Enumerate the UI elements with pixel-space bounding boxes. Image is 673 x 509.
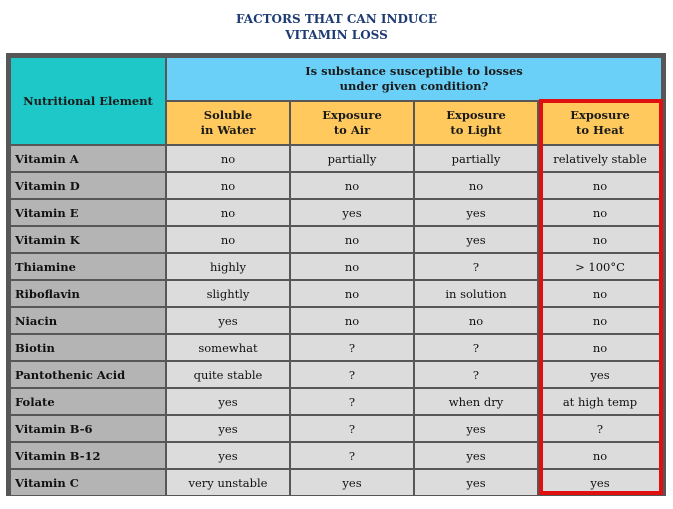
cell-heat: no — [539, 335, 661, 360]
cell-light: yes — [415, 200, 537, 225]
cell-light: yes — [415, 470, 537, 495]
row-nutrient-name: Biotin — [11, 335, 165, 360]
header-exposure-to-heat — [539, 102, 661, 144]
table-row — [11, 362, 661, 387]
cell-heat: no — [539, 443, 661, 468]
header-col-line-2: to Light — [450, 123, 502, 137]
table-row — [11, 470, 661, 495]
row-nutrient-name: Niacin — [11, 308, 165, 333]
page-title — [0, 11, 673, 43]
row-nutrient-name: Vitamin C — [11, 470, 165, 495]
cell-light: ? — [415, 362, 537, 387]
cell-air: no — [291, 281, 413, 306]
table-row — [11, 389, 661, 414]
header-question-line-1: Is substance susceptible to losses — [305, 64, 523, 78]
cell-water: very unstable — [167, 470, 289, 495]
cell-light: no — [415, 308, 537, 333]
cell-heat: relatively stable — [539, 146, 661, 171]
cell-water: yes — [167, 416, 289, 441]
cell-light: in solution — [415, 281, 537, 306]
table-row — [11, 416, 661, 441]
header-col-line-2: in Water — [200, 123, 256, 137]
header-col-line-1: Exposure — [446, 108, 506, 122]
cell-water: no — [167, 173, 289, 198]
cell-heat: no — [539, 227, 661, 252]
header-col-line-2: to Heat — [576, 123, 624, 137]
table-row — [11, 443, 661, 468]
cell-air: ? — [291, 335, 413, 360]
vitamin-loss-table-frame — [6, 53, 666, 496]
header-susceptibility-question — [167, 58, 661, 100]
cell-light: ? — [415, 335, 537, 360]
cell-water: no — [167, 200, 289, 225]
cell-light: no — [415, 173, 537, 198]
header-nutritional-element: Nutritional Element — [11, 58, 165, 144]
table-row — [11, 281, 661, 306]
header-col-line-1: Exposure — [322, 108, 382, 122]
cell-water: yes — [167, 389, 289, 414]
table-row — [11, 335, 661, 360]
cell-air: yes — [291, 470, 413, 495]
cell-light: ? — [415, 254, 537, 279]
header-exposure-to-light — [415, 102, 537, 144]
title-line-1: FACTORS THAT CAN INDUCE — [235, 12, 438, 26]
cell-air: ? — [291, 389, 413, 414]
cell-light: when dry — [415, 389, 537, 414]
table-row — [11, 200, 661, 225]
cell-heat: no — [539, 308, 661, 333]
header-col-line-1: Soluble — [203, 108, 253, 122]
cell-water: yes — [167, 443, 289, 468]
header-question-line-2: under given condition? — [339, 79, 489, 93]
cell-air: no — [291, 308, 413, 333]
cell-water: quite stable — [167, 362, 289, 387]
cell-light: yes — [415, 416, 537, 441]
cell-water: highly — [167, 254, 289, 279]
row-nutrient-name: Riboflavin — [11, 281, 165, 306]
row-nutrient-name: Vitamin B-6 — [11, 416, 165, 441]
row-nutrient-name: Vitamin E — [11, 200, 165, 225]
table-row — [11, 227, 661, 252]
cell-water: slightly — [167, 281, 289, 306]
cell-air: no — [291, 227, 413, 252]
cell-air: no — [291, 254, 413, 279]
cell-light: yes — [415, 443, 537, 468]
row-nutrient-name: Pantothenic Acid — [11, 362, 165, 387]
cell-air: partially — [291, 146, 413, 171]
cell-air: no — [291, 173, 413, 198]
table-row — [11, 254, 661, 279]
table-row — [11, 308, 661, 333]
row-nutrient-name: Folate — [11, 389, 165, 414]
header-col-line-2: to Air — [333, 123, 371, 137]
row-nutrient-name: Vitamin D — [11, 173, 165, 198]
row-nutrient-name: Thiamine — [11, 254, 165, 279]
cell-water: yes — [167, 308, 289, 333]
header-soluble-in-water — [167, 102, 289, 144]
header-col-line-1: Exposure — [570, 108, 630, 122]
header-exposure-to-air — [291, 102, 413, 144]
cell-light: partially — [415, 146, 537, 171]
cell-heat: at high temp — [539, 389, 661, 414]
cell-air: ? — [291, 443, 413, 468]
cell-heat: no — [539, 200, 661, 225]
cell-heat: no — [539, 281, 661, 306]
cell-air: yes — [291, 200, 413, 225]
vitamin-loss-table — [9, 56, 663, 497]
cell-water: no — [167, 227, 289, 252]
cell-water: somewhat — [167, 335, 289, 360]
cell-heat: ? — [539, 416, 661, 441]
cell-air: ? — [291, 362, 413, 387]
table-body — [11, 146, 661, 495]
row-nutrient-name: Vitamin K — [11, 227, 165, 252]
cell-heat: no — [539, 173, 661, 198]
cell-heat: yes — [539, 362, 661, 387]
table-row — [11, 146, 661, 171]
table-row — [11, 173, 661, 198]
row-nutrient-name: Vitamin A — [11, 146, 165, 171]
cell-air: ? — [291, 416, 413, 441]
cell-light: yes — [415, 227, 537, 252]
cell-water: no — [167, 146, 289, 171]
cell-heat: > 100°C — [539, 254, 661, 279]
cell-heat: yes — [539, 470, 661, 495]
row-nutrient-name: Vitamin B-12 — [11, 443, 165, 468]
title-line-2: VITAMIN LOSS — [285, 28, 388, 42]
